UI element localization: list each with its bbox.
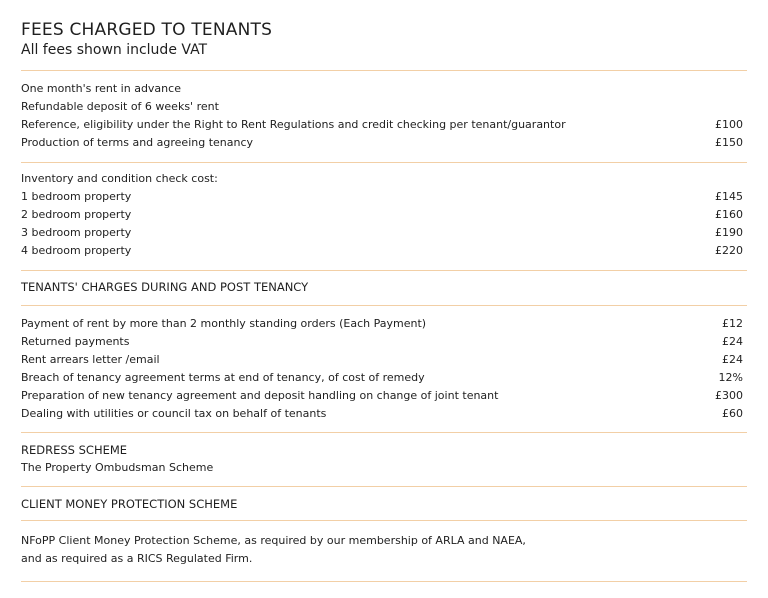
cmp-row bbox=[21, 550, 747, 568]
fee-row bbox=[21, 351, 747, 369]
fee-row bbox=[21, 188, 747, 206]
fee-amount: £100 bbox=[715, 118, 743, 131]
divider bbox=[21, 432, 747, 433]
fee-row bbox=[21, 116, 747, 134]
fee-row bbox=[21, 224, 747, 242]
divider bbox=[21, 305, 747, 306]
fee-amount: £24 bbox=[722, 335, 743, 348]
fee-label: 4 bedroom property bbox=[21, 244, 132, 257]
cmp-row bbox=[21, 532, 747, 550]
fee-amount: £24 bbox=[722, 353, 743, 366]
fee-amount: £150 bbox=[715, 136, 743, 149]
cmp-text-line: and as required as a RICS Regulated Firm. bbox=[21, 552, 253, 565]
divider bbox=[21, 486, 747, 487]
fee-amount: £12 bbox=[722, 317, 743, 330]
fee-row bbox=[21, 134, 747, 152]
fee-row bbox=[21, 170, 747, 188]
fee-row bbox=[21, 206, 747, 224]
fee-row bbox=[21, 80, 747, 98]
fee-label: Reference, eligibility under the Right to Rent Regulations and credit checking per tenant/guarantor bbox=[21, 118, 566, 131]
fee-row bbox=[21, 315, 747, 333]
divider bbox=[21, 270, 747, 271]
divider bbox=[21, 581, 747, 582]
fee-label: 3 bedroom property bbox=[21, 226, 132, 239]
redress-row bbox=[21, 459, 747, 477]
fee-row bbox=[21, 369, 747, 387]
fee-amount: £60 bbox=[722, 407, 743, 420]
fee-label: Production of terms and agreeing tenancy bbox=[21, 136, 254, 149]
fee-amount: £160 bbox=[715, 208, 743, 221]
fee-label: Refundable deposit of 6 weeks' rent bbox=[21, 100, 219, 113]
fee-label: Payment of rent by more than 2 monthly standing orders (Each Payment) bbox=[21, 317, 427, 330]
fee-label: Preparation of new tenancy agreement and deposit handling on change of joint tenant bbox=[21, 389, 499, 402]
fee-amount: £220 bbox=[715, 244, 743, 257]
fee-label: 1 bedroom property bbox=[21, 190, 132, 203]
divider bbox=[21, 520, 747, 521]
fee-amount: £145 bbox=[715, 190, 743, 203]
fee-label: Returned payments bbox=[21, 335, 130, 348]
fee-amount: 12% bbox=[718, 371, 743, 384]
fee-amount: £300 bbox=[715, 389, 743, 402]
divider bbox=[21, 70, 747, 71]
fee-amount: £190 bbox=[715, 226, 743, 239]
fee-label: Rent arrears letter /email bbox=[21, 353, 160, 366]
section-heading-redress: REDRESS SCHEME bbox=[21, 443, 128, 457]
fee-label: 2 bedroom property bbox=[21, 208, 132, 221]
fee-label: Dealing with utilities or council tax on behalf of tenants bbox=[21, 407, 327, 420]
divider bbox=[21, 162, 747, 163]
cmp-text-line: NFoPP Client Money Protection Scheme, as required by our membership of ARLA and NAEA, bbox=[21, 534, 526, 547]
fee-label: Inventory and condition check cost: bbox=[21, 172, 218, 185]
section-heading-tenancy-charges: TENANTS' CHARGES DURING AND POST TENANCY bbox=[21, 280, 309, 294]
fee-row bbox=[21, 405, 747, 423]
fee-row bbox=[21, 387, 747, 405]
page-title: FEES CHARGED TO TENANTS bbox=[21, 20, 273, 40]
fee-row bbox=[21, 242, 747, 260]
page-subtitle: All fees shown include VAT bbox=[21, 42, 208, 58]
fee-row bbox=[21, 98, 747, 116]
fee-row bbox=[21, 333, 747, 351]
section-heading-cmp: CLIENT MONEY PROTECTION SCHEME bbox=[21, 497, 238, 511]
fee-label: Breach of tenancy agreement terms at end of tenancy, of cost of remedy bbox=[21, 371, 425, 384]
redress-text: The Property Ombudsman Scheme bbox=[21, 461, 214, 474]
fee-label: One month's rent in advance bbox=[21, 82, 181, 95]
